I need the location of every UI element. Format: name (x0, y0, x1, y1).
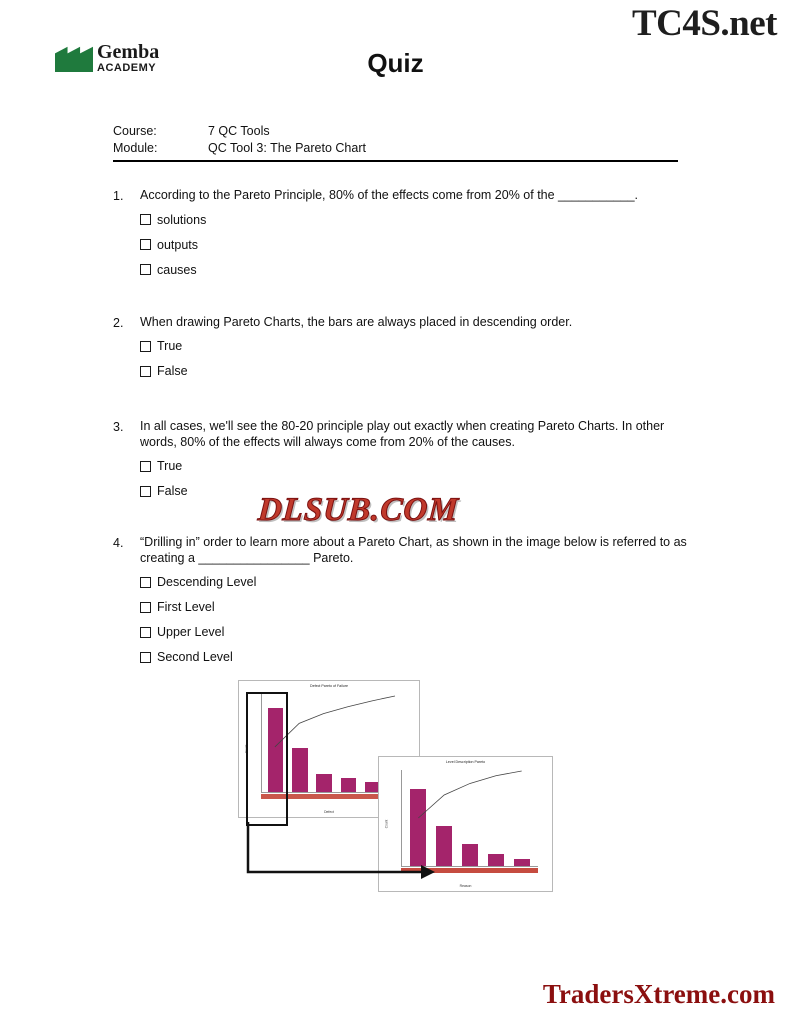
page-title: Quiz (367, 48, 424, 78)
course-row (113, 123, 678, 140)
question-2 (113, 315, 693, 379)
option-label: False (157, 364, 188, 378)
option-label: outputs (157, 237, 199, 252)
spacer (113, 285, 693, 315)
question-4-options (140, 575, 693, 664)
option-label: First Level (157, 600, 215, 614)
chart-b-xlabel: Reason (459, 884, 472, 888)
question-2-text: When drawing Pareto Charts, the bars are always placed in descending order. (140, 314, 573, 329)
logo-secondary-text: ACADEMY (97, 62, 157, 74)
question-3-option-1[interactable] (140, 459, 693, 473)
option-label: False (157, 484, 188, 498)
chart-a-xlabel: Defect (324, 810, 334, 814)
question-1 (113, 188, 693, 277)
checkbox-icon[interactable] (140, 461, 151, 472)
chart-a-ylabel: Count (244, 744, 249, 754)
question-1-option-1[interactable] (140, 213, 693, 227)
chart-a-title: Defect Pareto of Failure (310, 684, 348, 688)
drilldown-arrow-icon (236, 820, 476, 890)
question-3 (113, 419, 693, 498)
drilldown-highlight-box (246, 692, 288, 826)
chart-b-title: Level Description Pareto (445, 760, 486, 764)
question-1-text: According to the Pareto Principle, 80% of the effects come from 20% of the ___________. (140, 188, 638, 202)
question-2-number: 2. (113, 315, 124, 330)
question-4-option-1[interactable] (140, 575, 693, 589)
course-info-block (113, 123, 678, 162)
question-1-number: 1. (113, 189, 124, 203)
option-label: Descending Level (157, 575, 257, 589)
question-1-options (140, 213, 693, 277)
checkbox-icon[interactable] (140, 214, 151, 225)
question-4-option-2[interactable] (140, 600, 693, 614)
question-2-option-1[interactable] (140, 339, 693, 353)
pareto-drilldown-figure (190, 680, 610, 892)
chart-b-ylabel: Count (384, 819, 389, 829)
option-label: Upper Level (157, 625, 225, 639)
course-value: 7 QC Tools (208, 124, 270, 138)
watermark-middle: DLSUB.COM (256, 492, 460, 528)
option-label: causes (157, 262, 197, 277)
checkbox-icon[interactable] (140, 264, 151, 275)
logo-primary-text: Gemba (97, 41, 160, 63)
module-label: Module: (113, 141, 158, 155)
question-4-number: 4. (113, 536, 124, 550)
question-1-option-3[interactable] (140, 263, 693, 277)
question-2-option-2[interactable] (140, 364, 693, 378)
checkbox-icon[interactable] (140, 602, 151, 613)
option-label: solutions (157, 212, 207, 227)
question-1-option-2[interactable] (140, 238, 693, 252)
checkbox-icon[interactable] (140, 341, 151, 352)
question-4 (113, 535, 693, 892)
option-label: True (157, 459, 183, 473)
question-3-text: In all cases, we'll see the 80-20 principle play out exactly when creating Pareto Charts. In other words, 80% of the effects will always come from 20% of the causes. (140, 419, 665, 449)
spacer (113, 386, 693, 419)
checkbox-icon[interactable] (140, 652, 151, 663)
header-divider (113, 160, 678, 162)
checkbox-icon[interactable] (140, 366, 151, 377)
checkbox-icon[interactable] (140, 486, 151, 497)
option-label: True (157, 339, 183, 353)
question-4-text: “Drilling in” order to learn more about a Pareto Chart, as shown in the image below is referred to as creating a ________________ Pareto. (140, 535, 687, 565)
module-value: QC Tool 3: The Pareto Chart (208, 141, 366, 155)
checkbox-icon[interactable] (140, 239, 151, 250)
checkbox-icon[interactable] (140, 627, 151, 638)
option-label: Second Level (157, 650, 233, 664)
question-2-options (140, 339, 693, 378)
question-4-option-3[interactable] (140, 625, 693, 639)
checkbox-icon[interactable] (140, 577, 151, 588)
watermark-bottom: TradersXtreme.com (542, 979, 775, 1009)
questions-list (113, 188, 693, 900)
question-3-number: 3. (113, 420, 124, 434)
watermark-top: TC4S.net (631, 3, 777, 44)
module-row (113, 140, 678, 157)
course-label: Course: (113, 124, 157, 138)
question-4-option-4[interactable] (140, 650, 693, 664)
